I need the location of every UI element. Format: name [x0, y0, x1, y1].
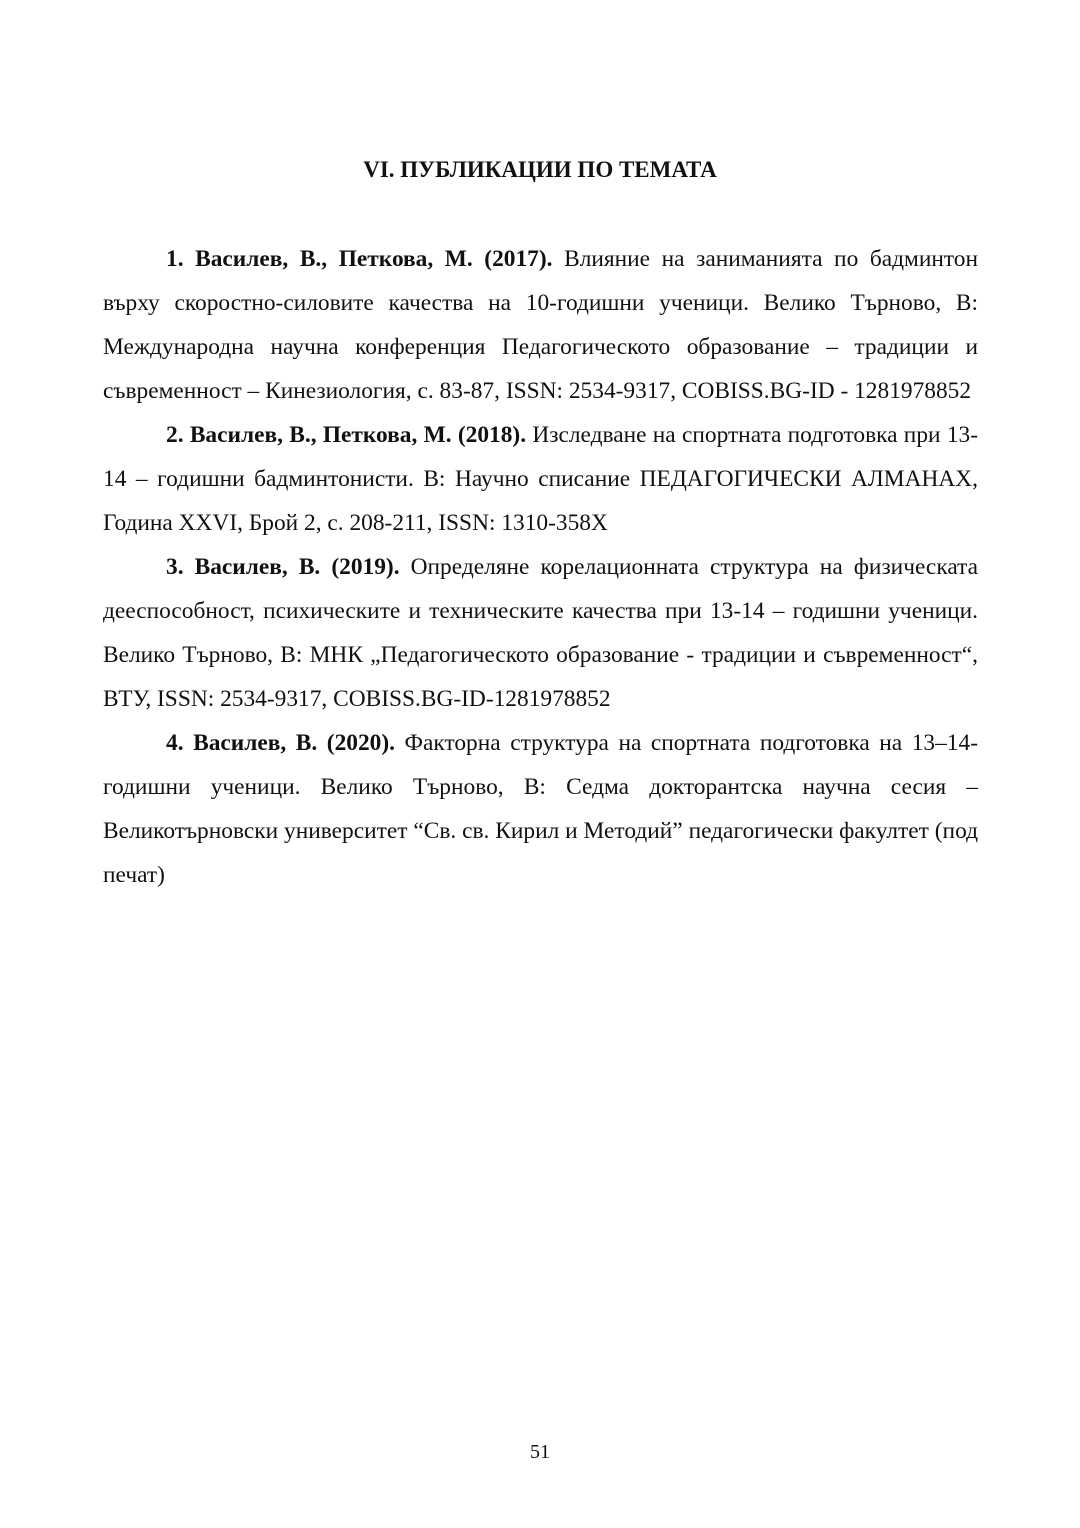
- publication-text: Определяне корелационната структура на физическата дееспособност, психическите и техническите качества при 13-14 – годишни ученици. Велико Търново, В: МНК „Педагогическото образование - традиции и съвременност“, ВТУ, ISSN: 2534-9317, COBISS.BG-ID-1281978852: [103, 554, 978, 712]
- publication-authors: 1. Василев, В., Петкова, М. (2017).: [166, 246, 553, 272]
- publication-text: Влияние на заниманията по бадминтон върху скоростно-силовите качества на 10-годишни ученици. Велико Търново, В: Международна научна конференция Педагогическото образование – традиции и съвременност – Кинезиология, с. 83-87, ISSN: 2534-9317, COBISS.BG-ID - 1281978852: [103, 246, 978, 404]
- section-title: VI. ПУБЛИКАЦИИ ПО ТЕМАТА: [363, 157, 717, 182]
- publication-authors: 4. Василев, В. (2020).: [166, 730, 395, 756]
- publication-authors: 3. Василев, В. (2019).: [166, 554, 400, 580]
- publication-item: [103, 721, 978, 897]
- publication-text: Факторна структура на спортната подготовка на 13–14-годишни ученици. Велико Търново, В: Седма докторантска научна сесия – Великотърновски университет “Св. св. Кирил и Методий” педагогически факултет (под печат): [103, 730, 978, 888]
- publication-text: Изследване на спортната подготовка при 13-14 – годишни бадминтонисти. В: Научно списание ПЕДАГОГИЧЕСКИ АЛМАНАХ, Година XXVI, Брой 2, с. 208-211, ISSN: 1310-358X: [103, 422, 978, 536]
- publication-item: [103, 545, 978, 721]
- publication-item: [103, 237, 978, 413]
- publication-list: [103, 237, 978, 897]
- publication-authors: 2. Василев, В., Петкова, М. (2018).: [166, 422, 527, 448]
- page-number: 51: [530, 1441, 550, 1463]
- publication-item: [103, 413, 978, 545]
